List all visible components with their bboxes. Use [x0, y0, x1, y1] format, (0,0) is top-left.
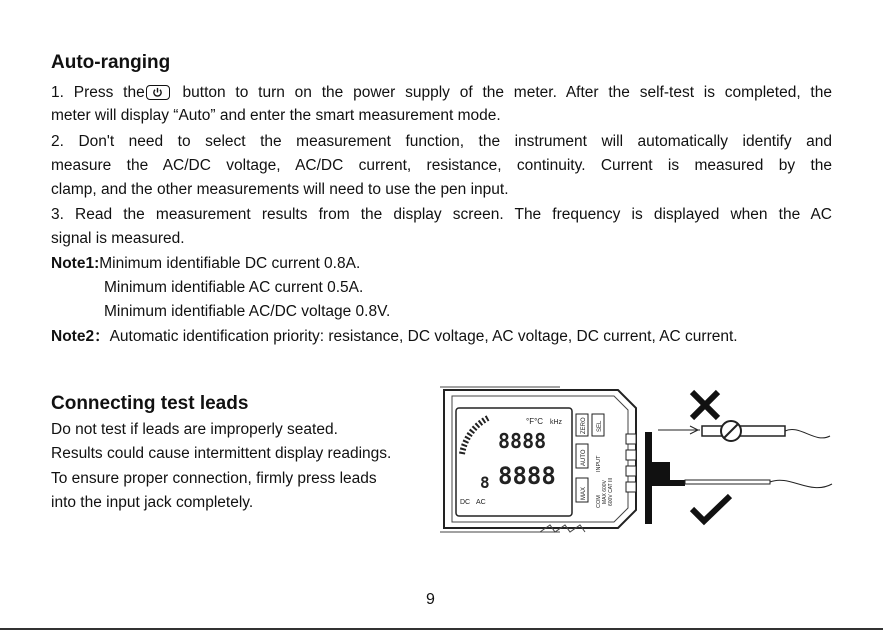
- lcd-digits-bottom: 8888: [498, 462, 556, 490]
- auto-button-label: AUTO: [581, 449, 587, 466]
- para-line-3: 2. Don't need to select the measurement function, the instrument will automatically identify and: [51, 133, 832, 150]
- note1: [51, 253, 360, 276]
- zero-button-label: ZERO: [581, 417, 587, 434]
- section-title-test-leads: Connecting test leads: [51, 393, 249, 414]
- lcd-unit-hz: kHz: [550, 419, 563, 426]
- lcd-dc-label: DC: [460, 499, 471, 506]
- leads-line-1: Do not test if leads are improperly seated.: [51, 421, 338, 438]
- correct-lead: [652, 462, 832, 488]
- leads-line-2: Results could cause intermittent display readings.: [51, 445, 392, 462]
- para-line-1: [51, 82, 832, 105]
- footer-rule: [0, 628, 883, 630]
- lcd-digits-top: 8888: [498, 429, 547, 453]
- note1-line-a: Minimum identifiable DC current 0.8A.: [99, 255, 361, 272]
- note2: [51, 326, 738, 349]
- lcd-ac-label: AC: [476, 499, 486, 506]
- input-jack-label: INPUT: [596, 455, 602, 472]
- section-title-auto-ranging: Auto-ranging: [51, 52, 171, 73]
- lcd-digits-side: 8: [480, 473, 490, 492]
- text-press-rest: button to turn on the power supply of the meter. After the self-test is completed, the: [172, 84, 832, 101]
- rating-label: MAX 600V: [602, 480, 608, 504]
- lcd-unit-temp: °F°C: [526, 417, 544, 426]
- note2-text: Automatic identification priority: resistance, DC voltage, AC voltage, DC current, AC current.: [109, 328, 738, 345]
- lcd-screen: [456, 408, 572, 516]
- wrong-x-icon: [692, 392, 718, 418]
- correct-check-icon: [692, 496, 730, 521]
- page-number: 9: [426, 591, 435, 608]
- leads-line-4: into the input jack completely.: [51, 494, 254, 511]
- text-press-the: 1. Press the: [51, 84, 145, 101]
- power-button-icon: [146, 85, 170, 100]
- max-button-label: MAX: [581, 486, 587, 500]
- note1-line-b: Minimum identifiable AC current 0.5A.: [104, 279, 364, 296]
- para-line-7: signal is measured.: [51, 230, 185, 247]
- leads-line-3: To ensure proper connection, firmly press leads: [51, 470, 377, 487]
- note2-label: Note2：: [51, 328, 110, 345]
- para-line-2: meter will display “Auto” and enter the smart measurement mode.: [51, 107, 501, 124]
- para-line-6: 3. Read the measurement results from the display screen. The frequency is displayed when the AC: [51, 206, 832, 223]
- wrong-lead: [645, 421, 830, 524]
- com-jack-label: COM: [596, 495, 602, 508]
- sel-button-label: SEL: [597, 420, 603, 432]
- para-line-5: clamp, and the other measurements will need to use the pen input.: [51, 181, 509, 198]
- note1-label: Note1:: [51, 255, 100, 272]
- note1-line-c: Minimum identifiable AC/DC voltage 0.8V.: [104, 303, 391, 320]
- cat-rating-label: 600V CAT III: [608, 477, 614, 506]
- test-lead-diagram: [440, 384, 835, 544]
- para-line-4: measure the AC/DC voltage, AC/DC current, resistance, continuity. Current is measured by the: [51, 157, 832, 174]
